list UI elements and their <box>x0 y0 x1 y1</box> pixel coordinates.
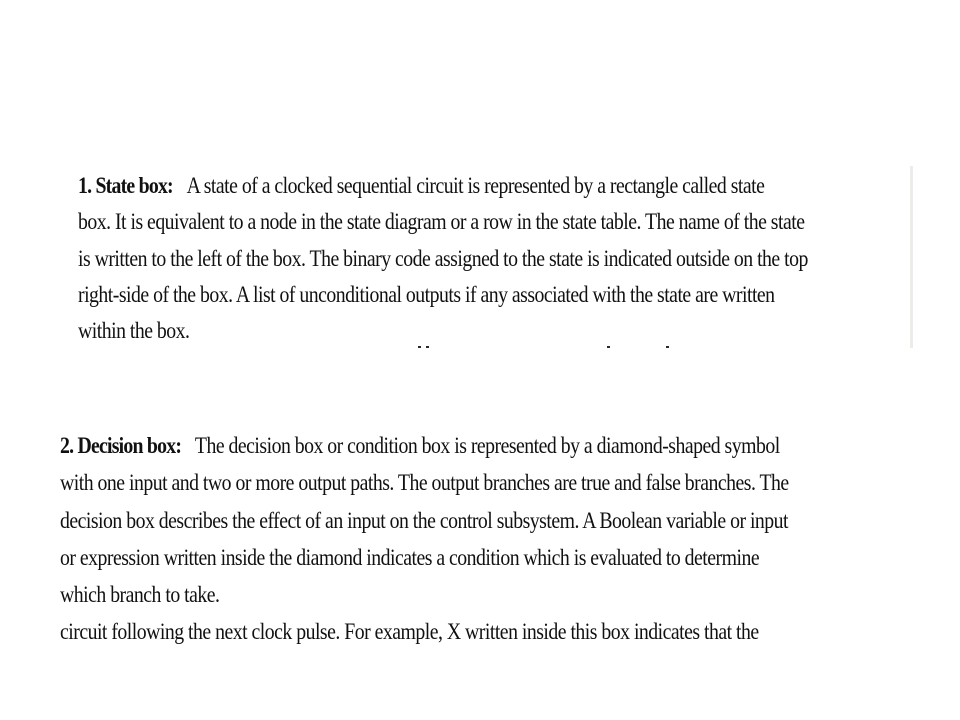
scan-speck <box>607 346 610 348</box>
decision-box-line-3: decision box describes the effect of an input on the control subsystem. A Boolean variable or input <box>60 507 789 533</box>
state-box-heading: 1. State box: <box>78 173 173 198</box>
decision-box-line-6: circuit following the next clock pulse. For example, X written inside this box indicates that the <box>60 619 759 645</box>
state-box-text-1: A state of a clocked sequential circuit is represented by a rectangle called state <box>186 173 765 198</box>
state-box-line-1 <box>78 168 891 204</box>
decision-box-heading: 2. Decision box: <box>60 433 182 458</box>
scan-speck <box>666 346 669 348</box>
decision-box-line-1 <box>60 427 891 464</box>
decision-box-line-2: with one input and two or more output paths. The output branches are true and false branches. The <box>60 470 789 496</box>
decision-box-paragraph <box>60 427 891 651</box>
state-box-line-5: within the box. <box>78 318 190 344</box>
scan-speck <box>426 346 429 348</box>
state-box-line-4: right-side of the box. A list of unconditional outputs if any associated with the state are written <box>78 281 775 307</box>
decision-box-text-1: The decision box or condition box is represented by a diamond-shaped symbol <box>194 433 780 458</box>
decision-box-line-5: which branch to take. <box>60 582 220 608</box>
decision-box-line-4: or expression written inside the diamond indicates a condition which is evaluated to determine <box>60 544 760 570</box>
state-box-paragraph <box>78 168 891 349</box>
scan-speck <box>418 346 421 348</box>
state-box-line-2: box. It is equivalent to a node in the state diagram or a row in the state table. The name of the state <box>78 209 805 235</box>
state-box-line-3: is written to the left of the box. The binary code assigned to the state is indicated outside on the top <box>78 245 808 271</box>
